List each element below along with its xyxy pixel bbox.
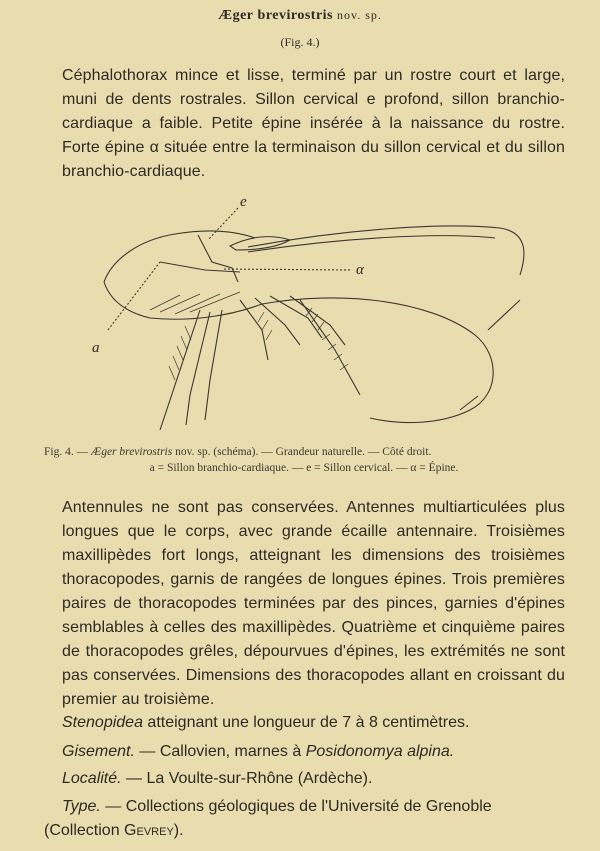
leg-7 <box>290 296 345 345</box>
gisement-text: Callovien, marnes à <box>159 743 302 760</box>
collection-close: ). <box>173 822 184 839</box>
leg-1 <box>160 310 200 430</box>
far-appendage <box>488 300 520 330</box>
caption-taxon: Æger brevirostris <box>90 446 173 458</box>
localite-text: La Voulte-sur-Rhône (Ardèche). <box>146 770 373 787</box>
gisement-species: Posidonomya alpina. <box>305 743 455 760</box>
label-e: e <box>240 194 247 210</box>
spines-e <box>150 292 240 314</box>
localite-label: Localité. <box>62 770 122 787</box>
description-paragraph-1: Céphalothorax mince et lisse, terminé par un rostre court et large, muni de dents rostrales. Sillon cervical e profond, sillon branchio-cardiaque a faible. Petite épine insérée à la naissance du rostre. Forte épine α située entre la terminaison du sillon cervical et du sillon branchio-cardiaque. <box>62 67 565 180</box>
alpha-leader <box>224 269 352 270</box>
nov-sp: nov. sp. <box>337 8 382 22</box>
antenna-line <box>248 226 524 275</box>
e-leader <box>208 208 238 240</box>
figure-reference: (Fig. 4.) <box>280 35 320 49</box>
genus-name: Æger <box>218 8 254 23</box>
a-leader <box>108 262 160 330</box>
type-label: Type. <box>62 798 101 815</box>
leg-6 <box>270 296 322 338</box>
caption-rest: nov. sp. (schéma). — Grandeur naturelle. — Côté droit. <box>175 446 432 458</box>
gisement-dash: — <box>139 743 156 760</box>
figure-schema <box>0 180 600 442</box>
type-text: Collections géologiques de l'Université de Grenoble <box>125 798 492 815</box>
stenopidea-line <box>62 711 572 735</box>
leg-5 <box>255 298 300 345</box>
type-line <box>62 795 572 819</box>
carapace-lower <box>104 282 262 319</box>
maxilliped <box>300 300 360 395</box>
rostrum <box>230 237 290 250</box>
cervical-groove <box>198 235 238 282</box>
species-name: brevirostris <box>257 8 334 23</box>
figure-caption <box>44 444 564 476</box>
leg-3 <box>205 310 222 420</box>
far-appendage-2 <box>460 396 478 410</box>
gisement-line <box>62 740 572 764</box>
description-paragraph-2: Antennules ne sont pas conservées. Antennes multiarticulées plus longues que le corps, avec grande écaille antennaire. Troisièmes maxillipèdes fort longs, atteignant les dimensions des troisièmes thoracopodes, garnis de rangées de longues épines. Trois premières paires de thoracopodes terminées par des pinces, garnies d'épines semblables à celles des maxillipèdes. Quatrième et cinquième paires de thoracopodes grêles, dépourvues d'épines, les extrémités ne sont pas conservées. Dimensions des thoracopodes allant en croissant du premier au troisième. <box>62 499 565 708</box>
label-a: a <box>92 340 100 356</box>
localite-dash: — <box>126 770 143 787</box>
collection-open: (Collection <box>44 822 120 839</box>
spines-d <box>322 334 348 370</box>
stenopidea-text: atteignant une longueur de 7 à 8 centimètres. <box>147 714 470 731</box>
localite-line <box>62 767 572 791</box>
abdomen-curve <box>262 298 493 423</box>
species-heading <box>0 8 600 24</box>
spines-a <box>169 326 191 380</box>
carapace-outline <box>104 231 255 282</box>
caption-fig: Fig. 4. — <box>44 446 89 458</box>
collection-name: Gevrey <box>124 822 174 839</box>
caption-line-2: a = Sillon branchio-cardiaque. — e = Sillon cervical. — α = Épine. <box>149 462 459 474</box>
collection-line <box>44 819 554 843</box>
gisement-label: Gisement. <box>62 743 135 760</box>
spines-b <box>258 312 272 340</box>
type-dash: — <box>105 798 122 815</box>
stenopidea-name: Stenopidea <box>62 714 143 731</box>
leg-4 <box>240 300 268 360</box>
label-alpha: α <box>356 262 364 278</box>
